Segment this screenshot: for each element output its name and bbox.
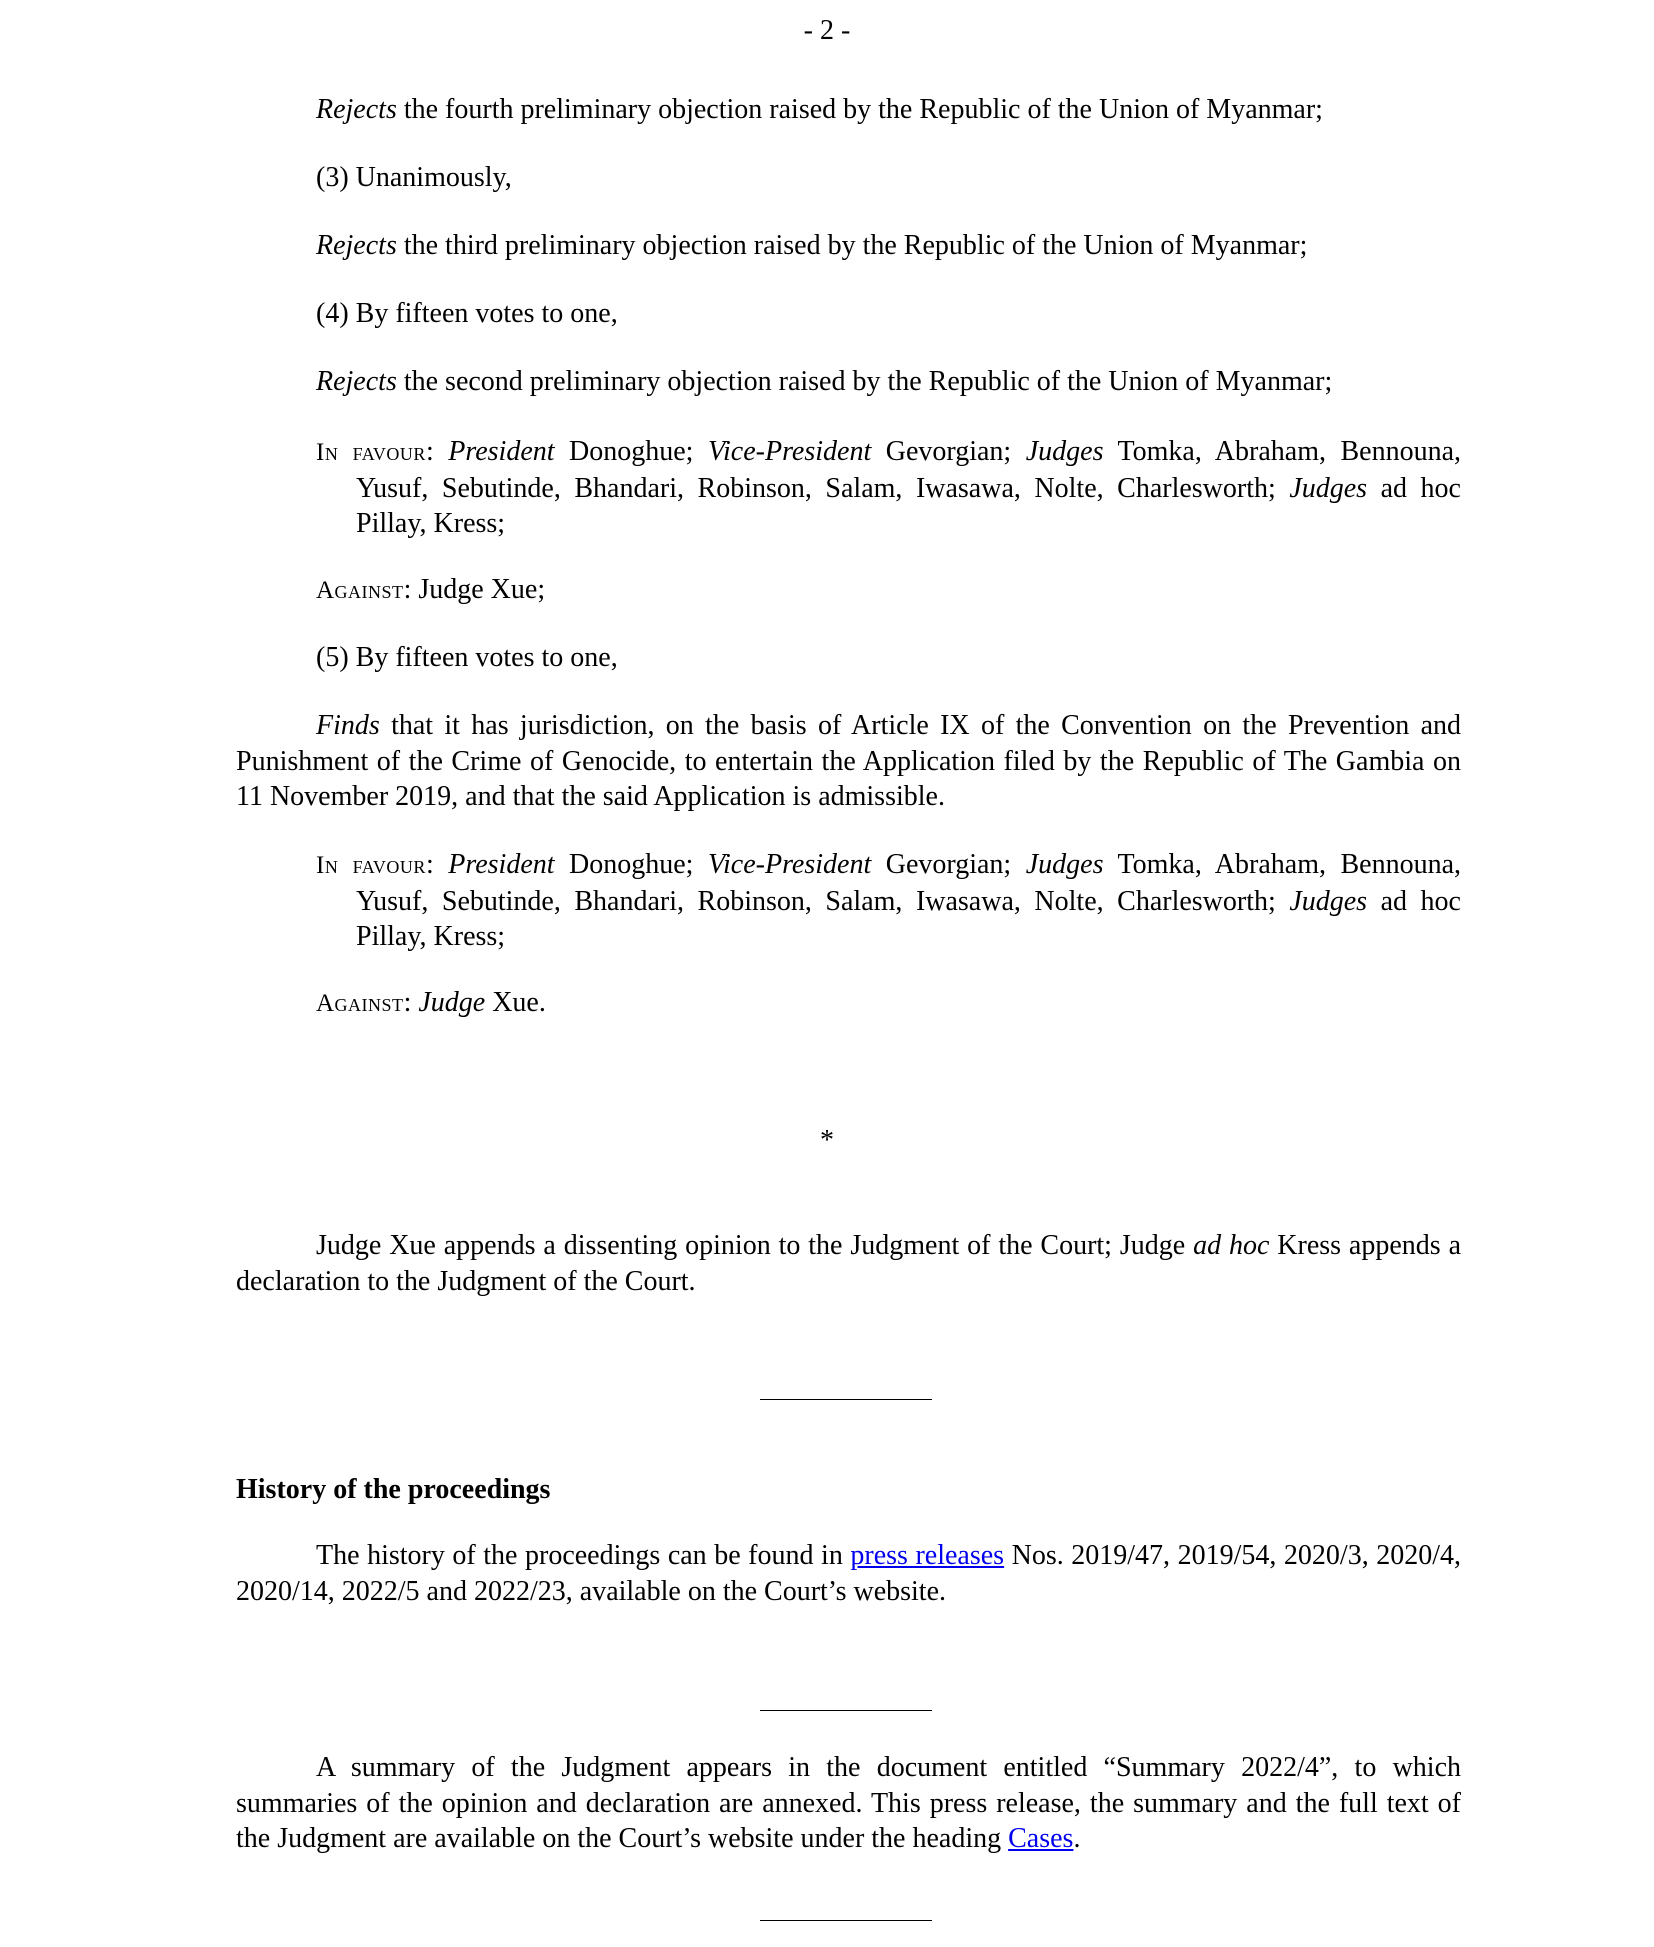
- president-name: Donoghue;: [554, 436, 708, 467]
- paragraph-rejects-third: [316, 228, 1461, 263]
- divider-rule: [760, 1710, 932, 1711]
- paragraph-fifteen-votes-4: (4) By fifteen votes to one,: [316, 298, 618, 329]
- italic-phrase: ad hoc: [1193, 1230, 1270, 1261]
- adhoc-title: Judges: [1289, 472, 1368, 504]
- judges-title: Judges: [1025, 849, 1104, 880]
- paragraph-text: the fourth preliminary objection raised by the Republic of the Union of Myanmar;: [396, 94, 1323, 125]
- paragraph-fifteen-votes-5: (5) By fifteen votes to one,: [316, 642, 618, 673]
- colon: :: [403, 574, 419, 605]
- judges-title: Judges: [1025, 436, 1104, 467]
- judges-names: Tomka, Abraham, Bennouna, Yusuf, Sebutinde, Bhandari, Robinson, Salam, Iwasawa, Nolte, Charlesworth;: [356, 436, 1462, 504]
- paragraph-text: the third preliminary objection raised by the Republic of the Union of Myanmar;: [396, 230, 1308, 261]
- president-title: President: [448, 849, 555, 880]
- paragraph-unanimously: (3) Unanimously,: [316, 162, 512, 193]
- vote-in-favour-2: [316, 847, 1461, 955]
- adhoc-title: Judges: [1289, 885, 1368, 917]
- paragraph-text: that it has jurisdiction, on the basis of Article IX of the Convention on the Prevention and Punishment of the Crime of Genocide, to entertain the Application filed by the Republic of The Gambia on 11 November 2019, and that the said Application is admissible.: [236, 710, 1461, 812]
- paragraph-text: Judge Xue appends a dissenting opinion to the Judgment of the Court; Judge: [316, 1230, 1194, 1261]
- colon: :: [403, 987, 419, 1018]
- vp-title: Vice-President: [707, 849, 872, 880]
- adhoc-names: ad hoc Pillay, Kress;: [356, 885, 1461, 952]
- against-label: Against: [316, 990, 404, 1017]
- press-releases-link[interactable]: press releases: [850, 1540, 1005, 1571]
- paragraph-text: Kress appends a declaration to the Judgment of the Court.: [236, 1230, 1461, 1297]
- against-label: Against: [316, 577, 404, 604]
- divider-rule: [760, 1920, 932, 1921]
- italic-verb: Rejects: [316, 94, 397, 125]
- paragraph-finds-jurisdiction: [236, 708, 1461, 815]
- against-text: Xue.: [485, 987, 546, 1018]
- in-favour-label: In favour: [316, 852, 426, 879]
- president-title: President: [448, 436, 555, 467]
- colon: :: [425, 849, 449, 880]
- paragraph-text: .: [1073, 1823, 1081, 1854]
- page-number: - 2 -: [803, 15, 851, 46]
- section-asterisk: *: [820, 1125, 834, 1156]
- in-favour-label: In favour: [316, 439, 426, 466]
- vote-against-2: [316, 985, 1461, 1021]
- colon: :: [425, 436, 449, 467]
- vote-against-1: [316, 572, 1461, 608]
- judge-title: Judge: [418, 987, 486, 1018]
- president-name: Donoghue;: [554, 849, 708, 880]
- vp-title: Vice-President: [707, 436, 872, 467]
- history-heading: History of the proceedings: [236, 1474, 551, 1505]
- paragraph-text: the second preliminary objection raised by the Republic of the Union of Myanmar;: [396, 366, 1333, 397]
- paragraph-history: [236, 1538, 1461, 1609]
- against-text: Judge Xue;: [418, 574, 546, 605]
- paragraph-text: A summary of the Judgment appears in the document entitled “Summary 2022/4”, to which summaries of the opinion and declaration are annexed. This press release, the summary and the full text of the Judgment are available on the Court’s website under the heading: [236, 1752, 1461, 1854]
- paragraph-rejects-fourth: [316, 92, 1461, 127]
- paragraph-text: The history of the proceedings can be found in: [316, 1540, 851, 1571]
- italic-verb: Rejects: [316, 230, 397, 261]
- italic-verb: Finds: [316, 710, 380, 741]
- paragraph-summary: [236, 1750, 1461, 1857]
- cases-link[interactable]: Cases: [1008, 1823, 1074, 1854]
- vp-name: Gevorgian;: [871, 436, 1026, 467]
- paragraph-rejects-second: [316, 364, 1461, 399]
- paragraph-text: Nos. 2019/47, 2019/54, 2020/3, 2020/4, 2020/14, 2022/5 and 2022/23, available on the Court’s website.: [236, 1540, 1462, 1607]
- vp-name: Gevorgian;: [871, 849, 1026, 880]
- paragraph-opinions: [236, 1228, 1461, 1299]
- divider-rule: [760, 1399, 932, 1400]
- italic-verb: Rejects: [316, 366, 397, 397]
- adhoc-names: ad hoc Pillay, Kress;: [356, 472, 1461, 539]
- judges-names: Tomka, Abraham, Bennouna, Yusuf, Sebutinde, Bhandari, Robinson, Salam, Iwasawa, Nolte, Charlesworth;: [356, 849, 1462, 917]
- vote-in-favour-1: [316, 434, 1461, 542]
